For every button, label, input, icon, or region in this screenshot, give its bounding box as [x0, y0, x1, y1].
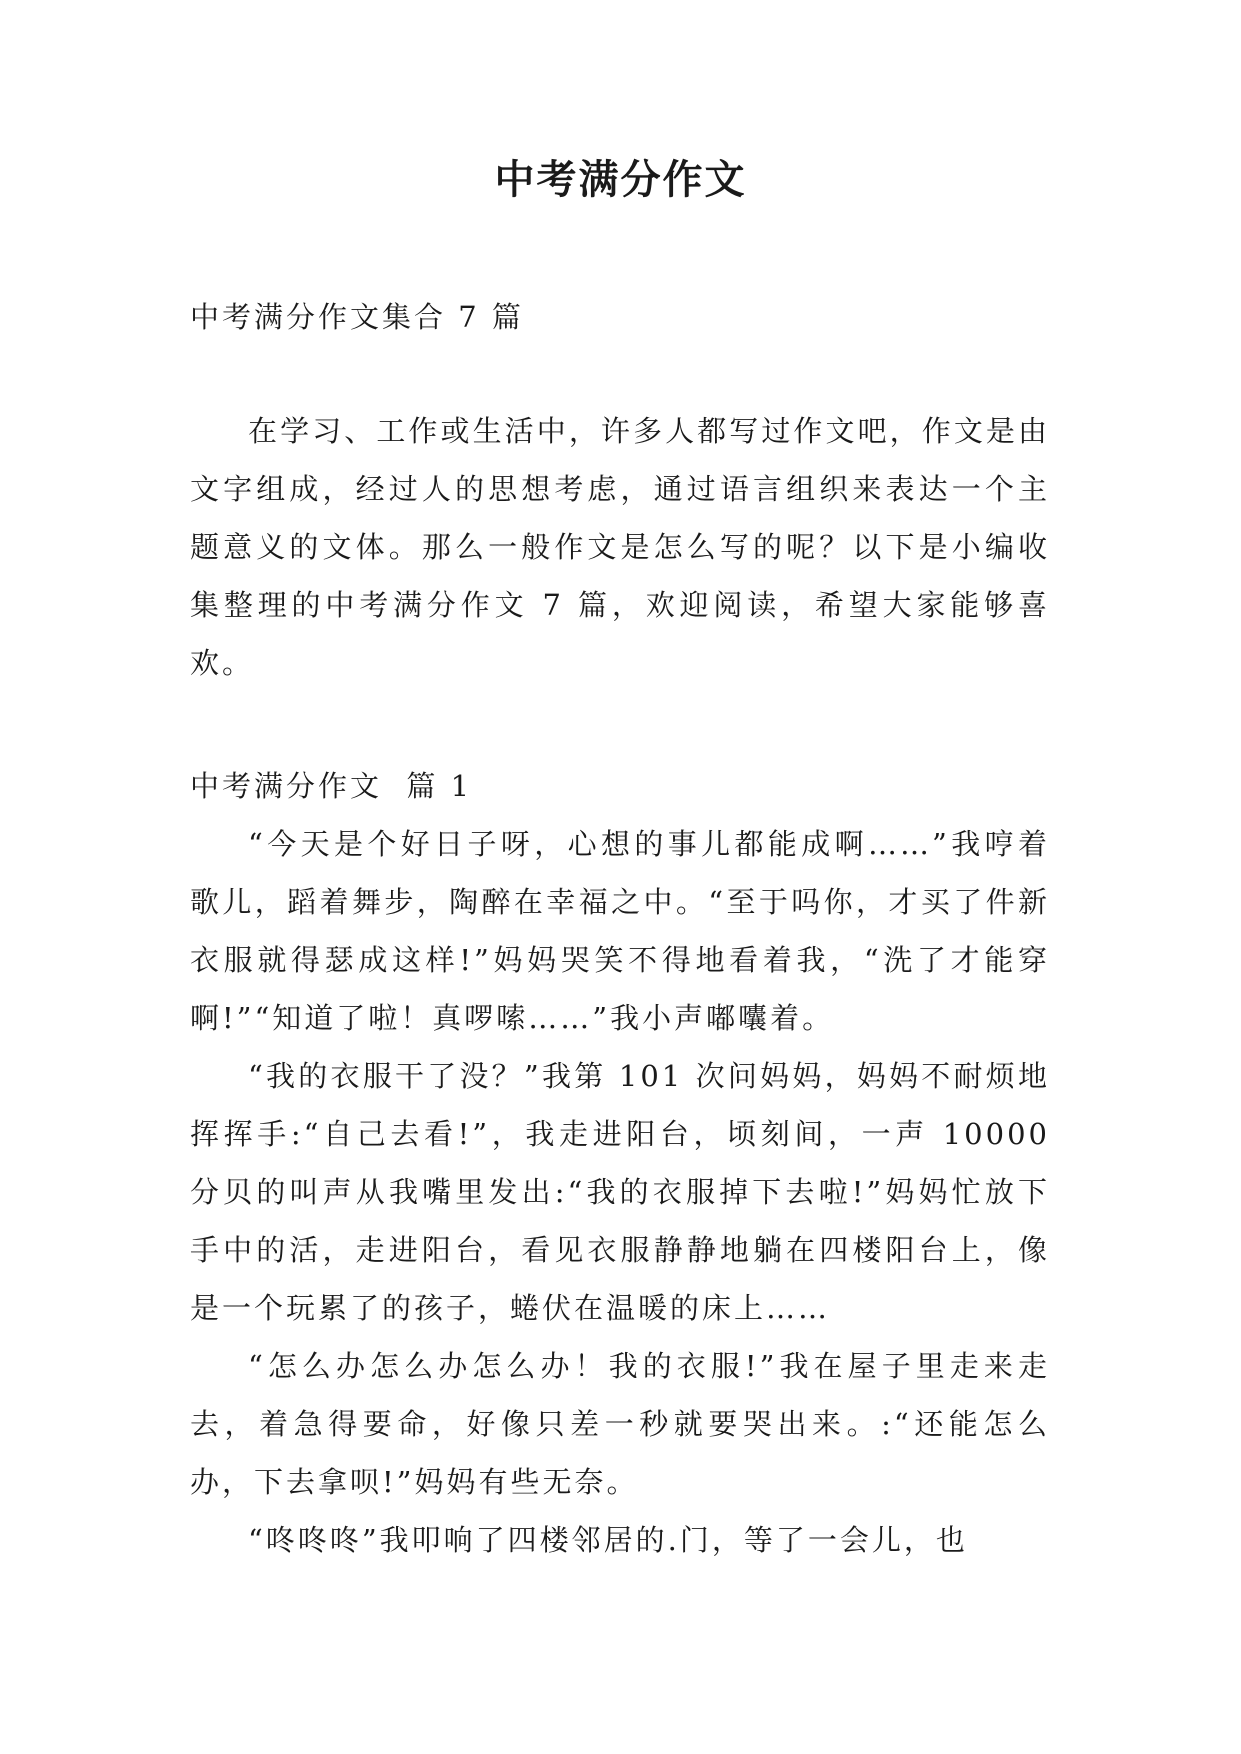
essay-paragraph: “今天是个好日子呀，心想的事儿都能成啊……”我哼着歌儿，蹈着舞步，陶醉在幸福之中。“至于吗你，才买了件新衣服就得瑟成这样!”妈妈哭笑不得地看着我，“洗了才能穿啊!”“知道了啦！真啰嗦……”我小声嘟囔着。 — [190, 827, 1050, 1035]
essay-paragraph: “我的衣服干了没？”我第 101 次问妈妈，妈妈不耐烦地挥挥手:“自己去看!”，我走进阳台，顷刻间，一声 10000 分贝的叫声从我嘴里发出:“我的衣服掉下去啦!”妈妈忙放下手中的活，走进阳台，看见衣服静静地躺在四楼阳台上，像是一个玩累了的孩子，蜷伏在温暖的床上…… — [190, 1059, 1050, 1325]
document-title: 中考满分作文 — [494, 156, 747, 203]
essay-body — [190, 815, 1050, 1569]
intro-paragraph: 在学习、工作或生活中，许多人都写过作文吧，作文是由文字组成，经过人的思想考虑，通过语言组织来表达一个主题意义的文体。那么一般作文是怎么写的呢？以下是小编收集整理的中考满分作文 7 篇，欢迎阅读，希望大家能够喜欢。 — [190, 414, 1050, 680]
essay-paragraph: “咚咚咚”我叩响了四楼邻居的.门，等了一会儿，也 — [248, 1523, 968, 1557]
section-heading: 中考满分作文 篇 1 — [190, 769, 473, 803]
essay-paragraph: “怎么办怎么办怎么办！我的衣服!”我在屋子里走来走去，着急得要命，好像只差一秒就要哭出来。:“还能怎么办，下去拿呗!”妈妈有些无奈。 — [190, 1349, 1050, 1499]
collection-subtitle: 中考满分作文集合 7 篇 — [190, 300, 524, 334]
